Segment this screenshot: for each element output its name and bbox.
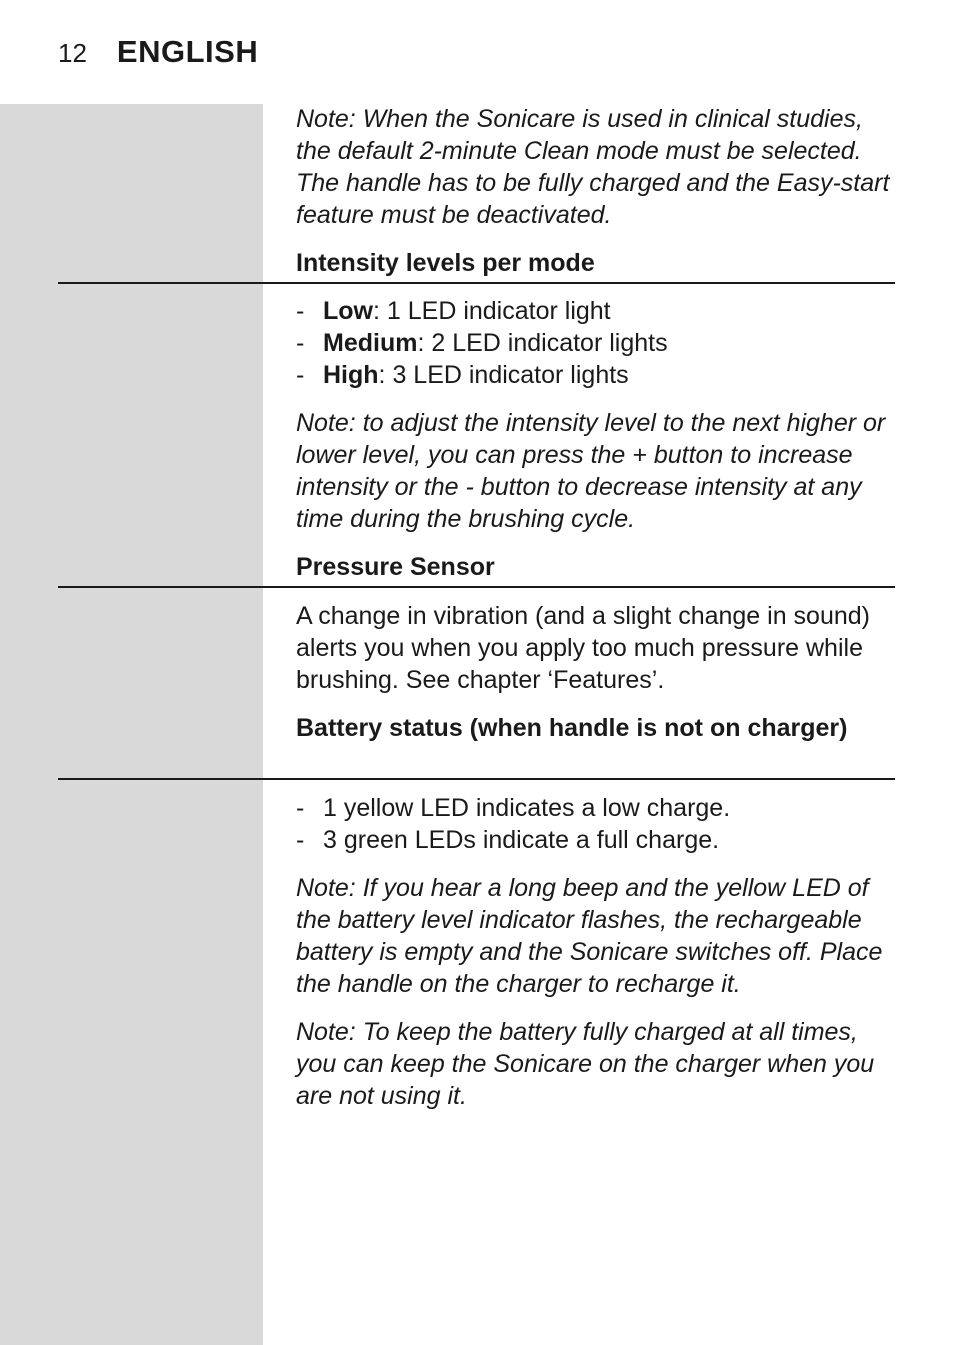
list-dash: -	[296, 361, 305, 389]
battery-status-list	[296, 792, 896, 856]
battery-status-heading: Battery status (when handle is not on charger)	[296, 714, 848, 742]
battery-status-item-text: 1 yellow LED indicates a low charge.	[323, 794, 731, 822]
clinical-studies-note-text: Note: When the Sonicare is used in clinical studies, the default 2-minute Clean mode must be selected. The handle has to be fully charged and the Easy-start feature must be deactivated.	[296, 105, 890, 229]
page-number: 12	[58, 38, 87, 68]
battery-empty-note-text: Note: If you hear a long beep and the yellow LED of the battery level indicator flashes, the rechargeable battery is empty and the Sonicare switches off. Place the handle on the charger to recharge it.	[296, 874, 883, 998]
left-margin-column	[0, 104, 263, 1345]
list-dash: -	[296, 329, 305, 357]
list-dash: -	[296, 297, 305, 325]
list-dash: -	[296, 794, 305, 822]
battery-empty-note	[296, 872, 896, 1000]
pressure-sensor-body	[296, 600, 896, 696]
list-item	[296, 792, 896, 824]
intensity-description: : 1 LED indicator light	[373, 297, 611, 325]
intensity-label-high: High	[323, 361, 379, 389]
page-header	[58, 34, 258, 74]
clinical-studies-note	[296, 103, 896, 231]
pressure-sensor-text: A change in vibration (and a slight change in sound) alerts you when you apply too much pressure while brushing. See chapter ‘Features’.	[296, 602, 870, 694]
list-dash: -	[296, 826, 305, 854]
list-item	[296, 359, 896, 391]
intensity-levels-list	[296, 295, 896, 391]
intensity-description: : 2 LED indicator lights	[417, 329, 668, 357]
section-divider	[58, 778, 895, 780]
list-item	[296, 327, 896, 359]
list-item	[296, 295, 896, 327]
intensity-adjust-note	[296, 407, 896, 535]
battery-status-item-text: 3 green LEDs indicate a full charge.	[323, 826, 720, 854]
intensity-label-low: Low	[323, 297, 373, 325]
intensity-adjust-note-text: Note: to adjust the intensity level to the next higher or lower level, you can press the + button to increase intensity or the - button to decrease intensity at any time during the brushing cycle.	[296, 409, 886, 533]
intensity-label-medium: Medium	[323, 329, 418, 357]
keep-charged-note	[296, 1016, 896, 1112]
keep-charged-note-text: Note: To keep the battery fully charged at all times, you can keep the Sonicare on the charger when you are not using it.	[296, 1018, 875, 1110]
section-divider	[58, 282, 895, 284]
section-divider	[58, 586, 895, 588]
list-item	[296, 824, 896, 856]
page-language-title: ENGLISH	[116, 34, 259, 69]
pressure-sensor-heading: Pressure Sensor	[296, 553, 495, 581]
intensity-description: : 3 LED indicator lights	[378, 361, 629, 389]
intensity-levels-heading: Intensity levels per mode	[296, 249, 595, 277]
